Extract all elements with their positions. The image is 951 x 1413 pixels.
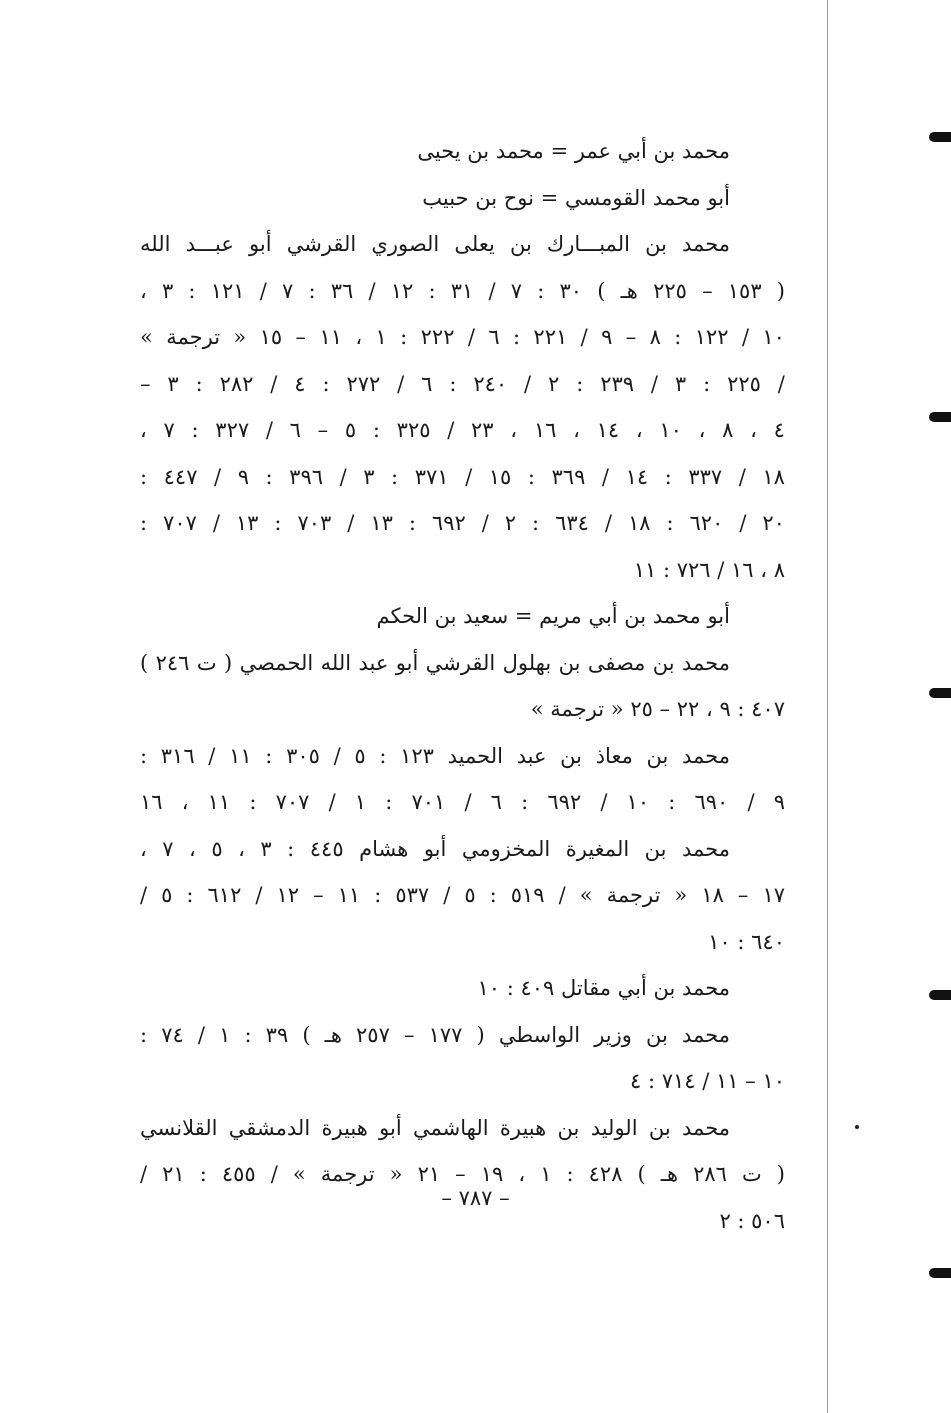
index-line: محمد بن مصفى بن بهلول القرشي أبو عبد الله الحمصي ( ت ٢٤٦ ) — [140, 650, 730, 675]
index-line: محمد بن المغيرة المخزومي أبو هشام ٤٤٥ : ٣ ، ٥ ، ٧ ، — [140, 836, 730, 861]
index-line: محمد بن أبي عمر = محمد بن يحيى — [417, 139, 730, 163]
index-line: ٦٤٠ : ١٠ — [708, 929, 785, 954]
index-line: ٤ ، ٨ ، ١٠ ، ١٤ ، ١٦ ، ٢٣ / ٣٢٥ : ٥ – ٦ / ٣٢٧ : ٧ ، — [140, 418, 785, 442]
index-line: / ٢٢٥ : ٣ / ٢٣٩ : ٢ / ٢٤٠ : ٦ / ٢٧٢ : ٤ / ٢٨٢ : ٣ – — [140, 371, 785, 396]
index-line: محمد بن معاذ بن عبد الحميد ١٢٣ : ٥ / ٣٠٥ : ١١ / ٣١٦ : — [140, 743, 730, 768]
index-line: ٥٠٦ : ٢ — [719, 1208, 785, 1233]
index-line: ( ت ٢٨٦ هـ ) ٤٢٨ : ١ ، ١٩ – ٢١ « ترجمة » / ٤٥٥ : ٢١ / — [140, 1162, 785, 1186]
index-line: محمد بن وزير الواسطي ( ١٧٧ – ٢٥٧ هـ ) ٣٩ : ١ / ٧٤ : — [140, 1022, 730, 1047]
edge-ink-mark — [929, 688, 951, 698]
index-line: ( ١٥٣ – ٢٢٥ هـ ) ٣٠ : ٧ / ٣١ : ١٢ / ٣٦ : ٧ / ١٢١ : ٣ ، — [140, 278, 785, 303]
edge-ink-mark — [929, 1268, 951, 1278]
page-number: – ٧٨٧ – — [441, 1186, 510, 1210]
stray-dot — [855, 1125, 859, 1129]
index-line: أبو محمد بن أبي مريم = سعيد بن الحكم — [376, 604, 730, 628]
index-line: ١٨ / ٣٣٧ : ١٤ / ٣٦٩ : ١٥ / ٣٧١ : ٣ / ٣٩٦ : ٩ / ٤٤٧ : — [140, 464, 785, 489]
index-line: ٢٠ / ٦٢٠ : ١٨ / ٦٣٤ : ٢ / ٦٩٢ : ١٣ / ٧٠٣ : ١٣ / ٧٠٧ : — [140, 511, 785, 535]
index-entries — [140, 128, 785, 1244]
index-line: ١٧ – ١٨ « ترجمة » / ٥١٩ : ٥ / ٥٣٧ : ١١ – ١٢ / ٦١٢ : ٥ / — [140, 883, 785, 907]
edge-ink-mark — [929, 990, 951, 1000]
index-line: ٤٠٧ : ٩ ، ٢٢ – ٢٥ « ترجمة » — [530, 697, 785, 721]
index-line: محمد بن المبـــارك بن يعلى الصوري القرشي أبو عبـــد الله — [140, 232, 730, 256]
edge-ink-mark — [929, 412, 951, 422]
index-line: أبو محمد القومسي = نوح بن حبيب — [422, 185, 730, 210]
index-line: محمد بن الوليد بن هبيرة الهاشمي أبو هبيرة الدمشقي القلانسي — [140, 1115, 730, 1140]
edge-ink-mark — [929, 132, 951, 142]
index-line: ٩ / ٦٩٠ : ١٠ / ٦٩٢ : ٦ / ٧٠١ : ١ / ٧٠٧ : ١١ ، ١٦ — [140, 790, 785, 814]
index-line: ٨ ، ١٦ / ٧٢٦ : ١١ — [633, 557, 785, 582]
index-line: ١٠ – ١١ / ٧١٤ : ٤ — [630, 1069, 785, 1093]
index-line: ١٠ / ١٢٢ : ٨ – ٩ / ٢٢١ : ٦ / ٢٢٢ : ١ ، ١١ – ١٥ « ترجمة » — [140, 325, 785, 349]
index-line: محمد بن أبي مقاتل ٤٠٩ : ١٠ — [477, 976, 730, 1000]
